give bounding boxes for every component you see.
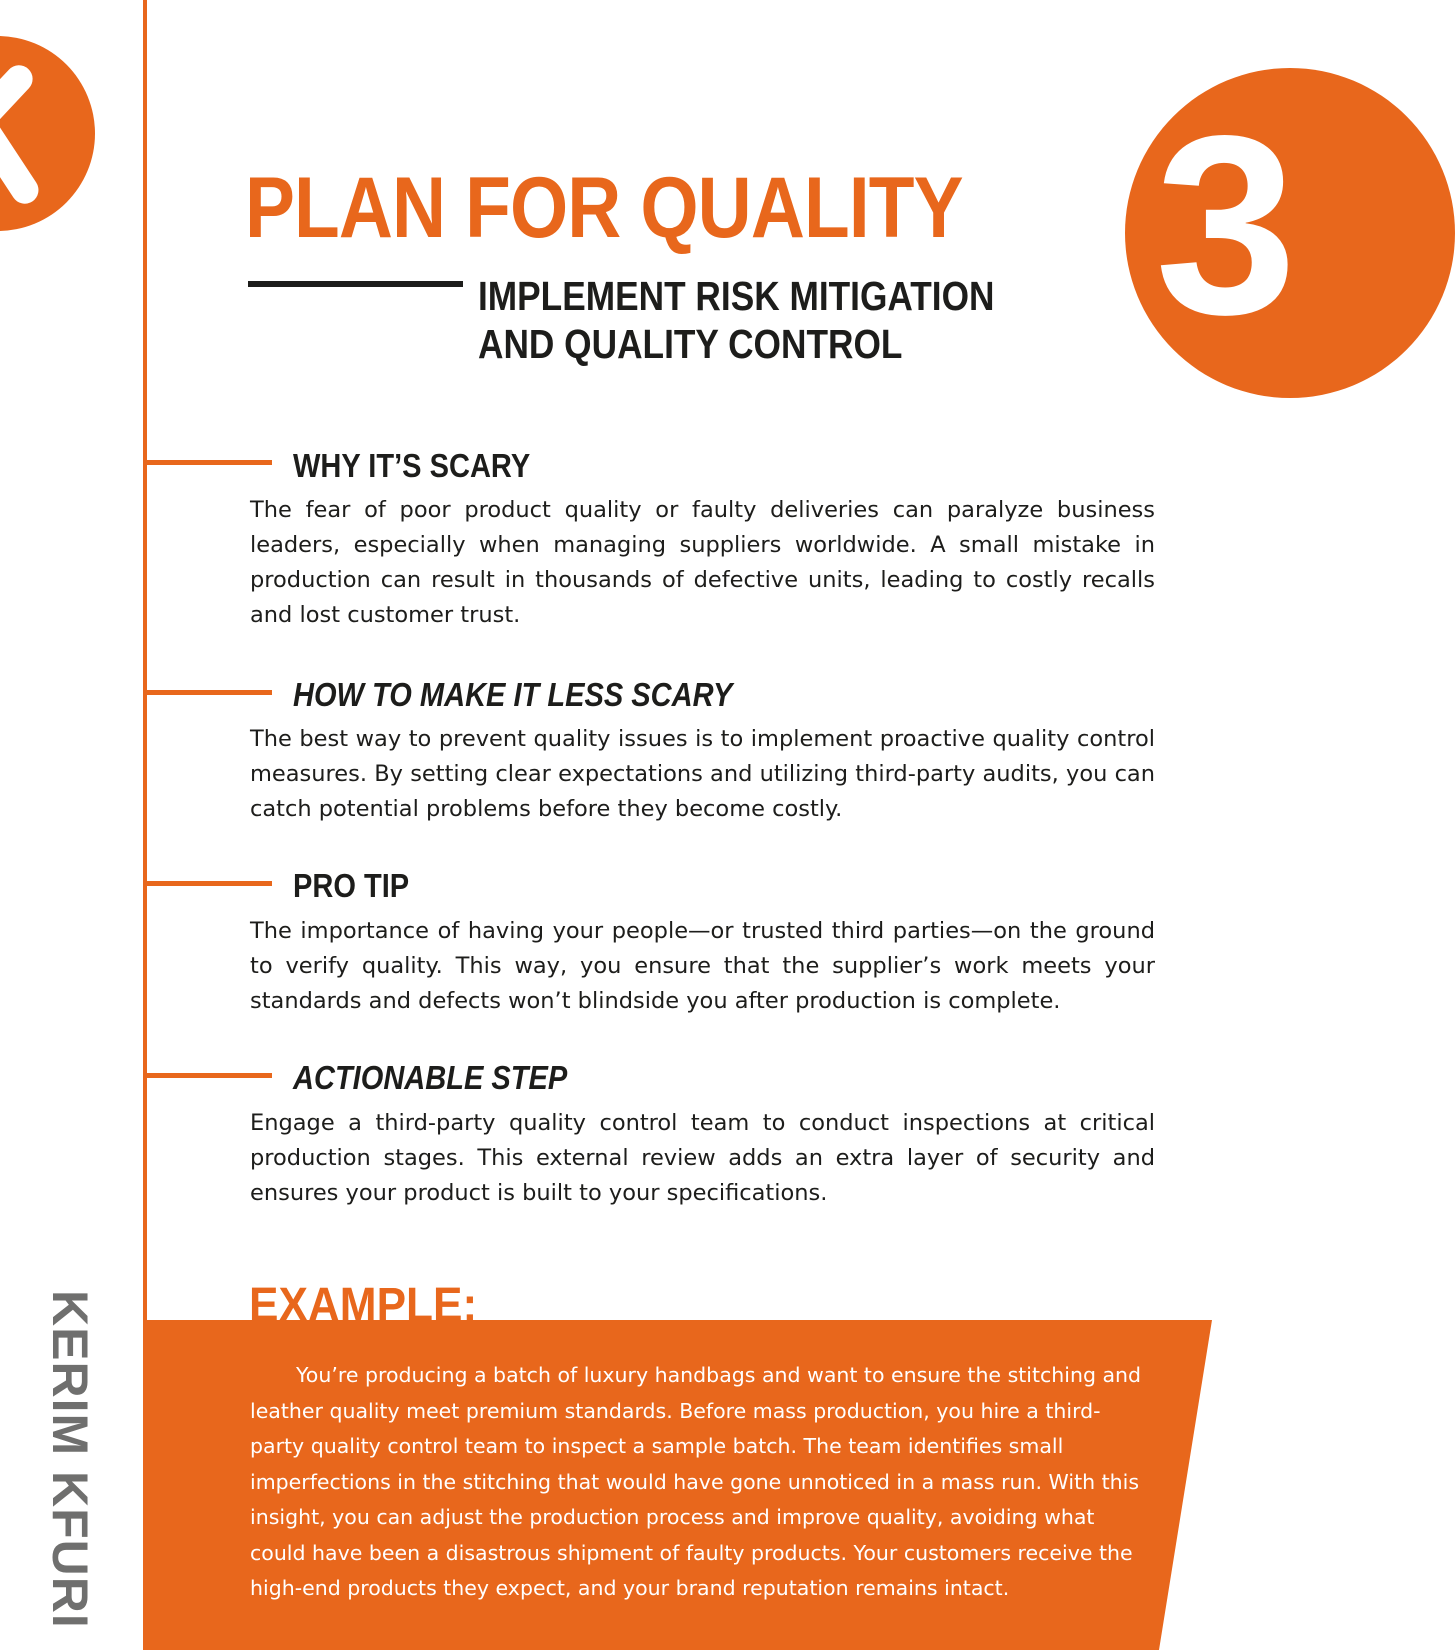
example-body: You’re producing a batch of luxury handbags and want to ensure the stitching and leather quality meet premium standards. Before mass production, you hire a third-party quality control team to inspect a sample batch. The team identifies small imperfections in the stitching that would have gone unnoticed in a mass run. With this insight, you can adjust the production process and improve quality, avoiding what could have been a disastrous shipment of faulty products. Your customers receive the high-end products they expect, and your brand reputation remains intact.	[250, 1363, 1142, 1600]
section-body: The fear of poor product quality or faulty deliveries can paralyze business leaders, especially when managing suppliers worldwide. A small mistake in production can result in thousands of defective units, leading to costly recalls and lost customer trust.	[250, 497, 1155, 628]
subtitle-line-2: AND QUALITY CONTROL	[478, 321, 903, 367]
section-body: The best way to prevent quality issues is to implement proactive quality control measures. By setting clear expectations and utilizing third-party audits, you can catch potential problems before they become costly.	[250, 726, 1155, 822]
k-logo-icon	[0, 36, 95, 231]
subtitle-line-1: IMPLEMENT RISK MITIGATION	[478, 273, 995, 319]
section-heading: ACTIONABLE STEP	[293, 1059, 568, 1096]
page-title: PLAN FOR QUALITY	[245, 160, 963, 256]
page-subtitle	[478, 272, 994, 368]
author-spine	[40, 1290, 100, 1629]
chapter-number: 3	[1155, 83, 1297, 368]
section-rule	[147, 881, 272, 886]
title-rule	[248, 281, 463, 287]
section-heading: WHY IT’S SCARY	[293, 447, 531, 484]
chapter-badge	[1125, 68, 1455, 398]
section-body: Engage a third-party quality control team to conduct inspections at critical production stages. This external review adds an extra layer of security and ensures your product is built to your specifications.	[250, 1110, 1155, 1206]
section-rule	[147, 460, 272, 465]
section-rule	[147, 1073, 272, 1078]
section-rule	[147, 690, 272, 695]
section-heading: PRO TIP	[293, 867, 410, 904]
example-heading: EXAMPLE:	[249, 1279, 478, 1332]
author-name: KERIM KFURI	[42, 1290, 98, 1629]
section-heading: HOW TO MAKE IT LESS SCARY	[293, 676, 733, 713]
section-body: The importance of having your people—or trusted third parties—on the ground to verify quality. This way, you ensure that the supplier’s work meets your standards and defects won’t blindside you after production is complete.	[250, 918, 1155, 1014]
